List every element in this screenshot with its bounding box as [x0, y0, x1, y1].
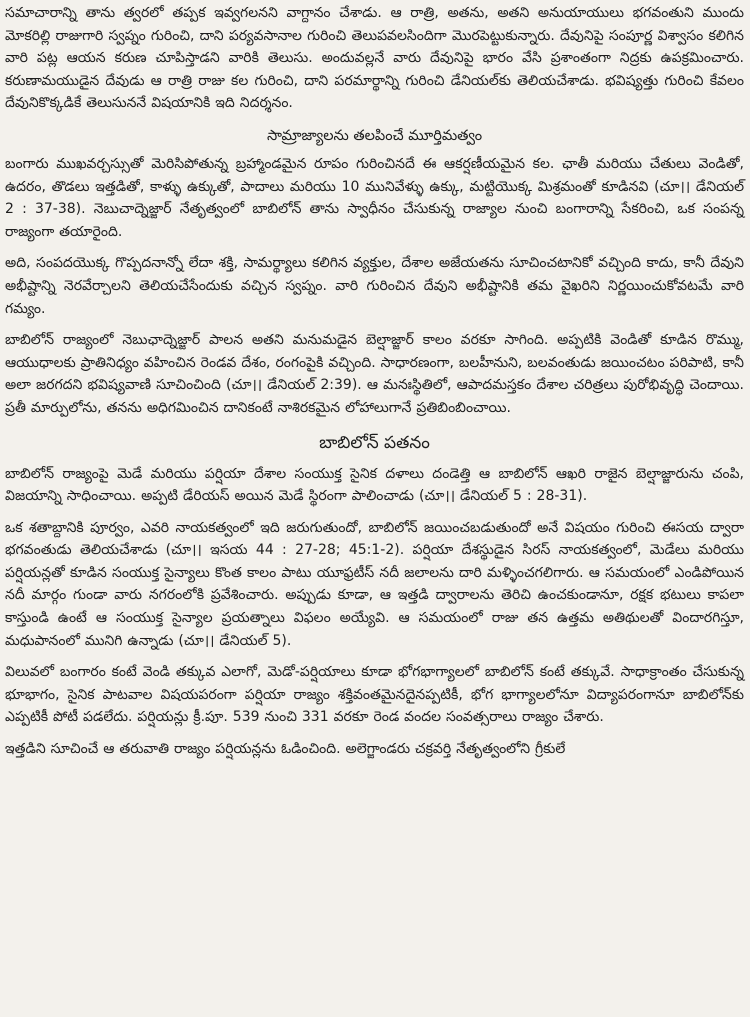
- section-heading-empires: సామ్రాజ్యాలను తలపించే మూర్తిమత్వం: [266, 127, 483, 144]
- section-heading-fall-of-babylon: బాబిలోన్ పతనం: [319, 432, 430, 453]
- paragraph-silver-kingdom: విలువలో బంగారం కంటే వెండి తక్కువ ఎలాగో, మెడో-పర్షియాలు కూడా భోగభాగ్యాలలో బాబిలోన్ కంటే తక్కువే. సాధాక్రాంతం చేసుకున్న భూభాగం, సైనిక పాటవాల విషయపరంగా పర్షియా రాజ్యం శక్తివంతమైనదైనప్పటికీ, భోగ భాగ్యాలలోనూ విద్యాపరంగానూ బాబిలోన్‌కు ఎప్పటికీ పోటీ పడలేదు. పర్షియన్లు క్రీ.పూ. 539 నుంచి 331 వరకూ రెండ వందల సంవత్సరాలు రాజ్యం చేశారు.: [5, 664, 744, 726]
- paragraph-gods-will: అది, సంపదయొక్క గొప్పదనాన్నో లేదా శక్తి, సామర్థ్యాలు కలిగిన వ్యక్తుల, దేశాల అజేయతను సూచించటానికో వచ్చింది కాదు, కానీ దేవుని అభీష్టాన్ని నెరవేర్చాలని తెలియచేసేందుకు వచ్చిన స్వప్నం. వారి గురించిన దేవుని అభీష్టానికి తమ వైఖరిని నిర్ణయించుకోవటమే వారి గమ్యం.: [5, 255, 744, 317]
- paragraph-medo-persian-conquest: బాబిలోన్ రాజ్యంపై మెడే మరియు పర్షియా దేశాల సంయుక్త సైనిక దళాలు దండెత్తి ఆ బాబిలోన్ ఆఖరి రాజైన బెల్షాజ్జారును చంపి, విజయాన్ని సాధించాయి. అప్పటి డేరియస్ అయిన మెడే స్థిరంగా పాలించాడు (చూ।। డేనియల్ 5 : 28-31).: [5, 465, 744, 505]
- paragraph-isaiah-prophecy: ఒక శతాబ్దానికి పూర్వం, ఎవరి నాయకత్వంలో ఇది జరుగుతుందో, బాబిలోన్ జయించబడుతుందో అనే విషయం గురించి ఈసయ ద్వారా భగవంతుడు తెలియచేశాడు (చూ।। ఇసయ 44 : 27-28; 45:1-2). పర్షియా దేశస్థుడైన సిరస్ నాయకత్వంలో, మెడేలు మరియు పర్షియన్లతో కూడిన సంయుక్త సైన్యాలు కొంత కాలం పాటు యూఫ్రటీస్ నదీ జలాలను దారి మళ్ళించగలిగారు. ఆ సమయంలో ఎండిపోయిన నదీ మార్గం గుండా వారు నగరంలోకి ప్రవేశించారు. అప్పుడు కూడా, ఆ ఇత్తడి ద్వారాలను తెరిచి ఉంచకుండానూ, రక్షక భటులు కాపలా కాస్తుండి ఉంటే ఆ సంయుక్త సైన్యాల ప్రయత్నాలు విఫలం అయ్యేవి. ఆ సమయంలో రాజు తన ఉత్తమ అతిథులతో విందారగిస్తూ, మధుపానంలో మునిగి ఉన్నాడు (చూ।। డేనియల్ 5).: [5, 519, 744, 649]
- paragraph-second-kingdom: బాబిలోన్ రాజ్యంలో నెబుఛాద్నెజ్జార్ పాలన అతని మనుమడైన బెల్షాజ్జార్ కాలం వరకూ సాగింది. అప్పటికి వెండితో కూడిన రొమ్ము, ఆయుధాలకు ప్రాతినిధ్యం వహించిన రెండవ దేశం, రంగంపైకి వచ్చింది. సాధారణంగా, బలహీనుని, బలవంతుడు జయించటం పరిపాటి, కానీ అలా జరగదని భవిష్యవాణి సూచించింది (చూ।। డేనియల్ 2:39). ఆ మనఃస్థితిలో, ఆపాదమస్తకం దేశాల చరిత్రలు పురోభివృద్ధి చెందాయి. ప్రతీ మార్పులోను, తనను అధిగమించిన దానికంటే నాశిరకమైన లోహాలుగానే ప్రతిబింబించాయి.: [5, 332, 744, 416]
- paragraph-daniel-prayer: సమాచారాన్ని తాను త్వరలో తప్పక ఇవ్వగలనని వాగ్దానం చేశాడు. ఆ రాత్రి, అతను, అతని అనుయాయులు భగవంతుని ముందు మోకరిల్లి రాజుగారి స్వప్నం గురించి, దాని పర్యవసానాల గురించి తెలుపవలసిందిగా మొరపెట్టుకున్నారు. దేవునిపై సంపూర్ణ విశ్వాసం కలిగిన వారి పట్ల ఆయన కరుణ చూపిస్తాడని వారికి తెలుసు. అందువల్లనే వారు దేవునిపై భారం వేసి ప్రశాంతంగా నిద్రకు ఉపక్రమించారు. కరుణామయుడైన దేవుడు ఆ రాత్రి రాజు కల గురించి, దాని పరమార్థాన్ని గురించి డేనియల్‌కు తెలియచేశాడు. భవిష్యత్తు గురించి కేవలం దేవునికొక్కడికే తెలుసుననే విషయానికి ఇది నిదర్శనం.: [5, 5, 744, 112]
- paragraph-golden-image: బంగారు ముఖవర్చస్సుతో మెరిసిపోతున్న బ్రహ్మాండమైన రూపం గురించినదే ఈ ఆకర్షణీయమైన కల. ఛాతీ మరియు చేతులు వెండితో, ఉదరం, తొడలు ఇత్తడితో, కాళ్ళు ఉక్కుతో, పాదాలు మరియు 10 మునివేళ్ళు ఉక్కు, మట్టియొక్క మిశ్రమంతో కూడినవి (చూ।। డేనియల్ 2 : 37-38). నెబుచాద్నెజ్జార్ నేతృత్వంలో బాబిలోన్ తాను స్వాధీనం చేసుకున్న రాజ్యాల నుంచి బంగారాన్ని సేకరించి, ఒక సంపన్న రాజ్యంగా తయారైంది.: [5, 155, 744, 240]
- paragraph-bronze-kingdom: ఇత్తడిని సూచించే ఆ తరువాతి రాజ్యం పర్షియన్లను ఓడించింది. అలెగ్జాండరు చక్రవర్తి నేతృత్వంలోని గ్రీకులే: [5, 741, 566, 758]
